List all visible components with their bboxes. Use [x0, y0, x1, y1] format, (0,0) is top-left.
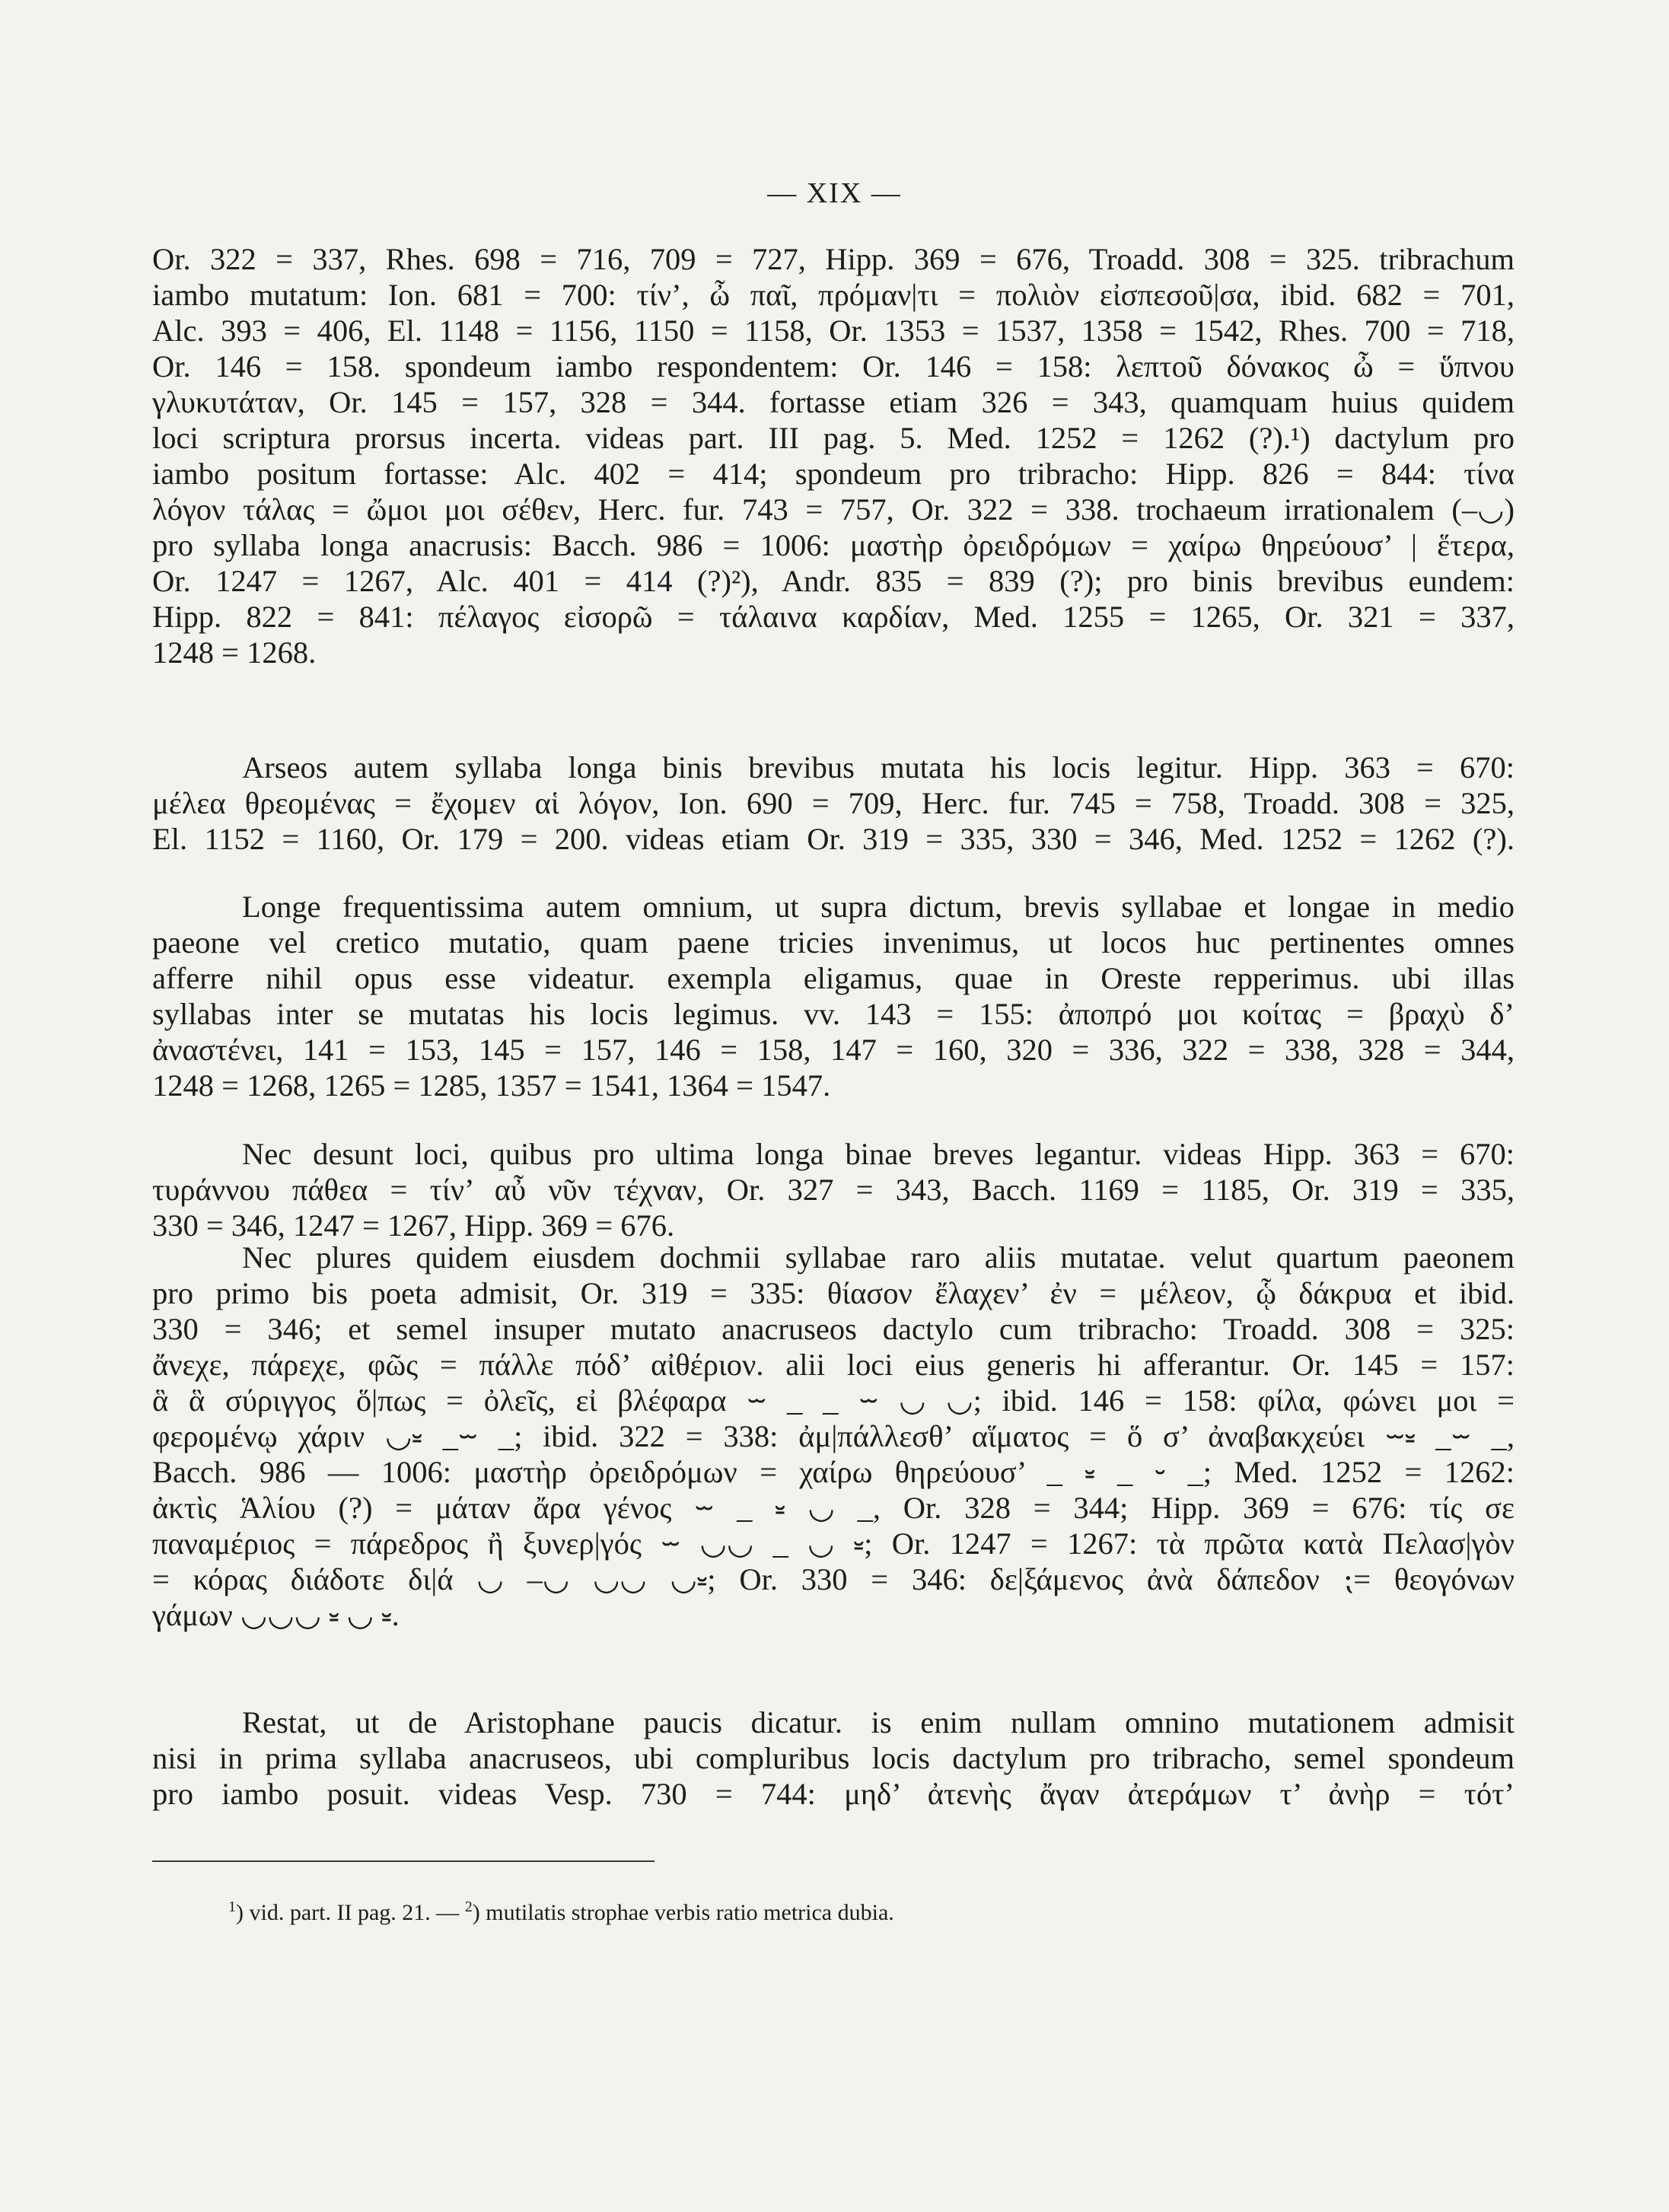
- text-line: iambo mutatum: Ion. 681 = 700: τίν’, ὦ παῖ, πρόμαν|τι = πολιὸν εἰσπεσοῦ|σα, ibid. 682 = 701,: [152, 278, 1515, 312]
- paragraph-3: [152, 889, 1515, 1103]
- text-line: pro iambo posuit. videas Vesp. 730 = 744: μηδ’ ἀτενὴς ἄγαν ἀτεράμων τ’ ἀνὴρ = τότ’: [152, 1777, 1515, 1811]
- text-line: afferre nihil opus esse videatur. exempla eligamus, quae in Oreste repperimus. ubi illas: [152, 961, 1515, 995]
- text-line: γλυκυτάταν, Or. 145 = 157, 328 = 344. fortasse etiam 326 = 343, quamquam huius quidem: [152, 385, 1515, 419]
- text-line: μέλεα θρεομένας = ἔχομεν αἱ λόγον, Ion. 690 = 709, Herc. fur. 745 = 758, Troadd. 308 = 325,: [152, 786, 1515, 820]
- paragraph-4: [152, 1136, 1515, 1243]
- text-line: Hipp. 822 = 841: πέλαγος εἰσορῶ = τάλαινα καρδίαν, Med. 1255 = 1265, Or. 321 = 337,: [152, 600, 1515, 634]
- text-line: nisi in prima syllaba anacruseos, ubi compluribus locis dactylum pro tribracho, semel spondeum: [152, 1741, 1515, 1775]
- text-line: pro syllaba longa anacrusis: Bacch. 986 = 1006: μαστὴρ ὀρειδρόμων = χαίρω θηρεύουσ’ | ἕτερα,: [152, 528, 1515, 562]
- text-line: loci scriptura prorsus incerta. videas part. III pag. 5. Med. 1252 = 1262 (?).¹) dactylum pro: [152, 421, 1515, 455]
- text-line: Or. 1247 = 1267, Alc. 401 = 414 (?)²), Andr. 835 = 839 (?); pro binis brevibus eundem:: [152, 564, 1515, 598]
- text-line: = κόρας διάδοτε δι|ά ◡ –◡ ◡◡ ◡⏓; Or. 330 = 346: δε|ξάμενος ἀνὰ δάπεδον ⁏= θεογόνων: [152, 1562, 1515, 1596]
- text-line: τυράννου πάθεα = τίν’ αὖ νῦν τέχναν, Or. 327 = 343, Bacch. 1169 = 1185, Or. 319 = 335,: [152, 1173, 1515, 1207]
- text-line: 1248 = 1268, 1265 = 1285, 1357 = 1541, 1364 = 1547.: [152, 1068, 831, 1103]
- text-line: ἀναστένει, 141 = 153, 145 = 157, 146 = 158, 147 = 160, 320 = 336, 322 = 338, 328 = 344,: [152, 1033, 1515, 1067]
- footnotes: [152, 1892, 1591, 1928]
- footnote-divider: [152, 1860, 655, 1862]
- text-line: Nec plures quidem eiusdem dochmii syllabae raro aliis mutatae. velut quartum paeonem: [242, 1240, 1515, 1275]
- page-number: — XIX —: [767, 177, 902, 209]
- footnote-marker-2: 2: [464, 1899, 473, 1915]
- footnote-2: ) mutilatis strophae verbis ratio metrica dubia.: [472, 1900, 894, 1925]
- text-line: λόγον τάλας = ὤμοι μοι σέθεν, Herc. fur. 743 = 757, Or. 322 = 338. trochaeum irrationalem (–◡): [152, 492, 1515, 527]
- text-line: paeone vel cretico mutatio, quam paene tricies invenimus, ut locos huc pertinentes omnes: [152, 925, 1515, 960]
- text-line: pro primo bis poeta admisit, Or. 319 = 335: θίασον ἔλαχεν’ ἐν = μέλεον, ᾧ δάκρυα et ibid.: [152, 1276, 1515, 1310]
- paragraph-6: [152, 1704, 1515, 1812]
- text-line: Restat, ut de Aristophane paucis dicatur. is enim nullam omnino mutationem admisit: [242, 1705, 1515, 1739]
- text-line: φερομένῳ χάριν ◡⏓ _⏖ _; ibid. 322 = 338: ἀμ|πάλλεσθ’ αἵματος = ὅ σ’ ἀναβακχεύει ⏖⏓ _⏖ _,: [152, 1419, 1515, 1453]
- text-line: syllabas inter se mutatas his locis legimus. vv. 143 = 155: ἀποπρό μοι κοίτας = βραχὺ δ’: [152, 997, 1515, 1031]
- text-line: El. 1152 = 1160, Or. 179 = 200. videas etiam Or. 319 = 335, 330 = 346, Med. 1252 = 1262 (?).: [152, 822, 1515, 856]
- text-line: ἀκτὶς Ἁλίου (?) = μάταν ἄρα γένος ⏖ _ ⏓ ◡ _, Or. 328 = 344; Hipp. 369 = 676: τίς σε: [152, 1491, 1515, 1525]
- text-line: Arseos autem syllaba longa binis brevibus mutata his locis legitur. Hipp. 363 = 670:: [242, 750, 1515, 785]
- footnote-1: ) vid. part. II pag. 21. —: [236, 1900, 460, 1925]
- text-line: iambo positum fortasse: Alc. 402 = 414; spondeum pro tribracho: Hipp. 826 = 844: τίνα: [152, 457, 1515, 491]
- text-line: Or. 146 = 158. spondeum iambo respondentem: Or. 146 = 158: λεπτοῦ δόνακος ὦ = ὕπνου: [152, 349, 1515, 384]
- text-line: Or. 322 = 337, Rhes. 698 = 716, 709 = 727, Hipp. 369 = 676, Troadd. 308 = 325. tribrachum: [152, 242, 1515, 276]
- text-line: 330 = 346, 1247 = 1267, Hipp. 369 = 676.: [152, 1208, 675, 1243]
- footnote-marker-1: 1: [228, 1899, 236, 1915]
- text-line: Nec desunt loci, quibus pro ultima longa binae breves legantur. videas Hipp. 363 = 670:: [242, 1137, 1515, 1171]
- text-line: 1248 = 1268.: [152, 635, 317, 670]
- text-line: 330 = 346; et semel insuper mutato anacruseos dactylo cum tribracho: Troadd. 308 = 325:: [152, 1312, 1515, 1346]
- paragraph-2: [152, 750, 1515, 857]
- text-line: ἃ ἃ σύριγγος ὅ|πως = ὀλεῖς, εἰ βλέφαρα ⏖ _ _ ⏖ ◡ ◡; ibid. 146 = 158: φίλα, φώνει μοι =: [152, 1383, 1515, 1418]
- paragraph-5: [152, 1240, 1515, 1633]
- text-line: Alc. 393 = 406, El. 1148 = 1156, 1150 = 1158, Or. 1353 = 1537, 1358 = 1542, Rhes. 700 = 718,: [152, 313, 1515, 348]
- text-line: παναμέριος = πάρεδρος ἢ ξυνερ|γός ⏖ ◡◡ _ ◡ ⏓; Or. 1247 = 1267: τὰ πρῶτα κατὰ Πελασ|γὸν: [152, 1526, 1515, 1561]
- text-line: Bacch. 986 — 1006: μαστὴρ ὀρειδρόμων = χαίρω θηρεύουσ’ _ ⏓ _ ⏑ _; Med. 1252 = 1262:: [152, 1455, 1515, 1489]
- paragraph-1: [152, 241, 1515, 670]
- text-line: γάμων ◡◡◡ ⏓ ◡ ⏓.: [152, 1598, 400, 1632]
- text-line: ἄνεχε, πάρεχε, φῶς = πάλλε πόδ’ αἰθέριον. alii loci eius generis hi afferantur. Or. 145 = 157:: [152, 1348, 1515, 1382]
- text-line: Longe frequentissima autem omnium, ut supra dictum, brevis syllabae et longae in medio: [242, 890, 1515, 924]
